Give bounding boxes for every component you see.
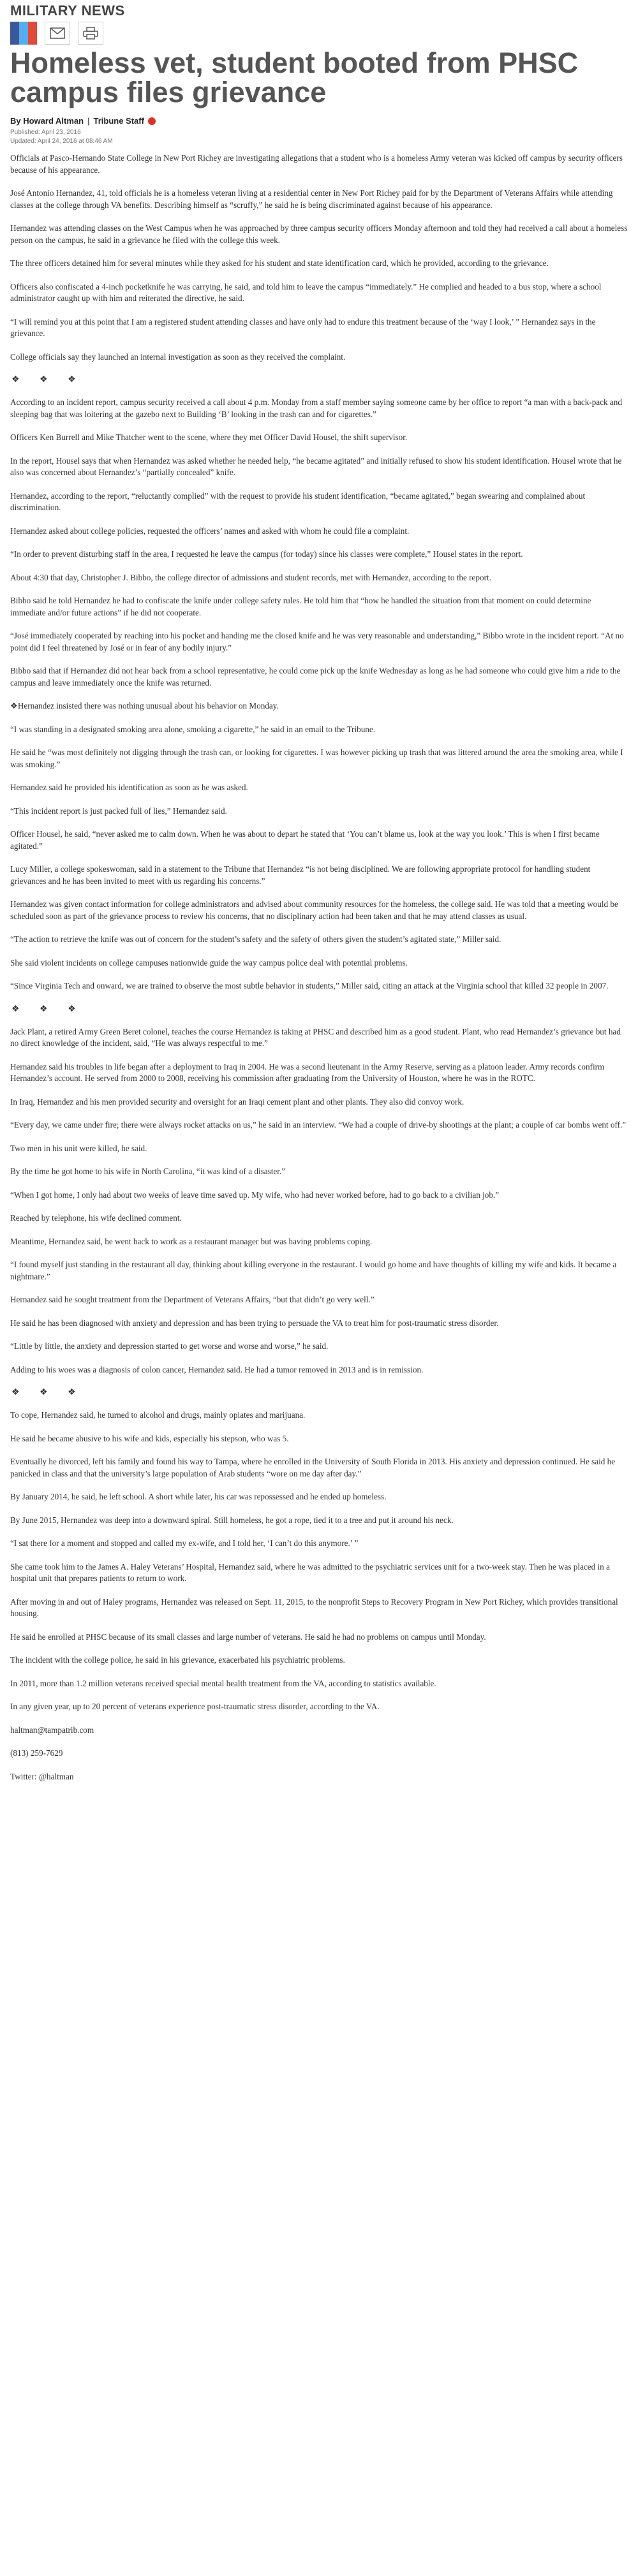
paragraph: Lucy Miller, a college spokeswoman, said in a statement to the Tribune that Hernandez “is not being disciplined. We are following appropriate protocol for handling student grievances and he has been invited to meet with us regarding his concerns.” (10, 864, 591, 886)
paragraph: Hernandez said his troubles in life began after a deployment to Iraq in 2004. He was a second lieutenant in the Army Reserve, serving as a platoon leader. Army records confirm Hernandez’s account. He served from 2000 to 2008, receiving his commission after graduating from the University of Houston, where he was in the ROTC. (10, 1061, 605, 1083)
contact-email[interactable] (10, 1725, 628, 1737)
paragraph: Officers Ken Burrell and Mike Thatcher went to the scene, where they met Officer David Housel, the shift supervisor. (10, 432, 408, 442)
printer-graphic (83, 27, 98, 40)
paragraph: About 4:30 that day, Christopher J. Bibbo, the college director of admissions and student records, met with Hernandez, according to the report. (10, 572, 491, 582)
paragraph: “Since Virginia Tech and onward, we are trained to observe the most subtle behavior in students,” Miller said, citing an attack at the Virginia school that killed 32 people in 2007. (10, 981, 609, 990)
paragraph: In any given year, up to 20 percent of veterans experience post-traumatic stress disorder, according to the VA. (10, 1702, 380, 1711)
contact-twitter[interactable]: Twitter: @haltman (10, 1771, 74, 1781)
byline (10, 116, 628, 126)
paragraph: She came took him to the James A. Haley Veterans’ Hospital, Hernandez said, where he was admitted to the psychiatric services unit for a two-week stay. Then he was placed in a hospital unit that prepares patients to return to work. (10, 1561, 610, 1583)
contact-phone: (813) 259-7629 (10, 1748, 63, 1758)
section-divider: ❖ ❖ ❖ (11, 1388, 85, 1397)
paragraph: By June 2015, Hernandez was deep into a downward spiral. Still homeless, he got a rope, tied it to a tree and put it around his neck. (10, 1515, 454, 1525)
paragraph: “I sat there for a moment and stopped and called my ex-wife, and I told her, ‘I can’t do this anymore.’ ” (10, 1538, 359, 1548)
author-badge-icon[interactable] (148, 117, 156, 125)
paragraph: Reached by telephone, his wife declined comment. (10, 1213, 182, 1223)
paragraph: Bibbo said he told Hernandez he had to confiscate the knife under college safety rules. He told him that “how he handled the situation from that moment on could determine immediate and/or future actions” if he did not cooperate. (10, 596, 591, 617)
paragraph: College officials say they launched an internal investigation as soon as they received the complaint. (10, 351, 346, 362)
paragraph: Hernandez said he sought treatment from the Department of Veterans Affairs, “but that didn’t go very well.” (10, 1295, 375, 1304)
contact-block (10, 1725, 628, 1783)
paragraph: “José immediately cooperated by reaching into his pocket and handing me the closed knife and he was very reasonable and understanding,” Bibbo wrote in the incident report. “At no point did I feel threatened by José or in fear of any bodily injury.” (10, 631, 624, 652)
paragraph: Hernandez was attending classes on the West Campus when he was approached by three campus security officers Monday afternoon and told they had received a call about a homeless person on the campus, he said in a grievance he filed with the college this week. (10, 223, 628, 245)
paragraph: By January 2014, he said, he left school. A short while later, his car was repossessed and he ended up homeless. (10, 1492, 387, 1501)
paragraph: He said he “was most definitely not digging through the trash can, or looking for cigarettes. I was however picking up trash that was littered around the area the smoking area, while I was smoking.” (10, 747, 623, 769)
dates (10, 128, 628, 146)
paragraph: Meantime, Hernandez said, he went back to work as a restaurant manager but was having problems coping. (10, 1236, 373, 1246)
paragraph: Jack Plant, a retired Army Green Beret colonel, teaches the course Hernandez is taking at PHSC and described him as a good student. Plant, who read Hernandez’s grievance but had no direct knowledge of the incident, said, “He was always respectful to me.” (10, 1026, 621, 1048)
updated-date: Updated: April 24, 2016 at 08:46 AM (10, 138, 113, 145)
paragraph: The three officers detained him for several minutes while they asked for his student and state identification card, which he provided, according to the grievance. (10, 258, 549, 268)
paragraph: Hernandez, according to the report, “reluctantly complied” with the request to provide his student identification, “became agitated,” began swearing and complained about discrimination. (10, 490, 586, 512)
paragraph: The incident with the college police, he said in his grievance, exacerbated his psychiatric problems. (10, 1655, 345, 1665)
section-label[interactable]: MILITARY NEWS (10, 3, 125, 18)
paragraph: “I was standing in a designated smoking area alone, smoking a cigarette,” he said in an email to the Tribune. (10, 724, 376, 734)
paragraph: Bibbo said that if Hernandez did not hear back from a school representative, he could come pick up the knife Wednesday as long as he had someone who could give him a ride to the campus and leave immediately once the knife was returned. (10, 666, 621, 688)
paragraph: He said he became abusive to his wife and kids, especially his stepson, who was 5. (10, 1433, 289, 1443)
google-plus-icon[interactable] (28, 22, 37, 45)
paragraph: Two men in his unit were killed, he said. (10, 1143, 147, 1153)
paragraph: In Iraq, Hernandez and his men provided security and oversight for an Iraqi cement plant and other plants. They also did convoy work. (10, 1096, 464, 1107)
byline-separator: | (87, 116, 90, 126)
article-page (0, 1, 638, 1812)
headline: Homeless vet, student booted from PHSC campus files grievance (10, 47, 579, 108)
paragraph: After moving in and out of Haley programs, Hernandez was released on Sept. 11, 2015, to the nonprofit Steps to Recovery Program in New Port Richey, which provides transitional housing. (10, 1596, 618, 1618)
paragraph: “In order to prevent disturbing staff in the area, I requested he leave the campus (for today) since his classes were complete,” Housel states in the report. (10, 549, 523, 559)
envelope-graphic (50, 27, 65, 39)
published-date: Published: April 23, 2016 (10, 129, 81, 136)
author-role: Tribune Staff (93, 116, 144, 126)
email-link[interactable]: haltman@tampatrib.com (10, 1725, 94, 1735)
section-divider: ❖ ❖ ❖ (11, 1004, 85, 1014)
share-toolbar (10, 20, 628, 46)
paragraph: ❖Hernandez insisted there was nothing unusual about his behavior on Monday. (10, 701, 279, 710)
paragraph: In the report, Housel says that when Hernandez was asked whether he needed help, “he became agitated” and initially refused to show his student identification. Housel wrote that he also was concerned about Hernandez’s “partially concealed” knife. (10, 455, 622, 477)
paragraph: “Every day, we came under fire; there were always rocket attacks on us,” he said in an interview. “We had a couple of drive-by shootings at the plant; a couple of car bombs went off.” (10, 1120, 627, 1130)
paragraph: Officer Housel, he said, “never asked me to calm down. When he was about to depart he stated that ‘You can’t blame us, look at the way you look.’ This is when I first became agitated.” (10, 829, 600, 851)
paragraph: She said violent incidents on college campuses nationwide guide the way campus police deal with potential problems. (10, 957, 408, 968)
paragraph: Hernandez was given contact information for college administrators and advised about community resources for the homeless, the college said. He was told that a meeting would be scheduled soon as part of the grievance process to review his concerns, that no disciplinary action had been taken and that he may attend classes as usual. (10, 899, 618, 921)
paragraph: Officers also confiscated a 4-inch pocketknife he was carrying, he said, and told him to leave the campus “immediately.” He complied and headed to a bus stop, where a school administrator caught up with him and reiterated the directive, he said. (10, 281, 602, 303)
paragraph: He said he has been diagnosed with anxiety and depression and has been trying to persuade the VA to treat him for post-traumatic stress disorder. (10, 1318, 499, 1328)
paragraph: “The action to retrieve the knife was out of concern for the student’s safety and the safety of others given the student’s agitated state,” Miller said. (10, 934, 501, 944)
paragraph: According to an incident report, campus security received a call about 4 p.m. Monday from a staff member saying someone came by her office to report “a man with a back-pack and sleeping bag that was loitering at the gazebo next to Building ‘B’ looking in the trash can and for cigarettes.” (10, 397, 622, 419)
paragraph: Officials at Pasco-Hernando State College in New Port Richey are investigating allegations that a student who is a homeless Army veteran was kicked off campus by security officers because of his appearance. (10, 153, 623, 175)
paragraph: “I will remind you at this point that I am a registered student attending classes and have only had to endure this treatment because of the ‘way I look,’ ” Hernandez says in the grievance. (10, 316, 596, 338)
author-name[interactable]: By Howard Altman (10, 116, 84, 126)
facebook-icon[interactable] (10, 22, 19, 45)
paragraph: Adding to his woes was a diagnosis of colon cancer, Hernandez said. He had a tumor removed in 2013 and is in remission. (10, 1364, 424, 1374)
email-icon[interactable] (45, 22, 70, 45)
paragraph: In 2011, more than 1.2 million veterans received special mental health treatment from the VA, according to statistics available. (10, 1678, 436, 1688)
paragraph: Eventually he divorced, left his family and found his way to Tampa, where he enrolled in the University of South Florida in 2013. His anxiety and depression continued. He said he panicked in class and that the university’s large population of Arab students “wore on me day after day.” (10, 1457, 616, 1478)
paragraph: “Little by little, the anxiety and depression started to get worse and worse and worse,” he said. (10, 1341, 329, 1351)
paragraph: Hernandez said he provided his identification as soon as he was asked. (10, 783, 248, 792)
paragraph: “I found myself just standing in the restaurant all day, thinking about killing everyone in the restaurant. I would go home and have thoughts of killing my wife and kids. It became a nightmare.” (10, 1260, 617, 1281)
paragraph: Hernandez asked about college policies, requested the officers’ names and asked with whom he could file a complaint. (10, 526, 410, 536)
paragraph: “When I got home, I only had about two weeks of leave time saved up. My wife, who had never worked before, had to go back to a civilian job.” (10, 1189, 500, 1200)
paragraph: To cope, Hernandez said, he turned to alcohol and drugs, mainly opiates and marijuana. (10, 1410, 306, 1420)
paragraph: José Antonio Hernandez, 41, told officials he is a homeless veteran living at a residential center in New Port Richey paid for by the Department of Veterans Affairs while attending classes at the college through VA benefits. Describing himself as “scruffy,” he said he is being discriminated against because of his appearance. (10, 188, 613, 210)
twitter-icon[interactable] (19, 22, 28, 45)
paragraph: “This incident report is just packed full of lies,” Hernandez said. (10, 806, 227, 816)
article-body (10, 152, 628, 1713)
print-icon[interactable] (78, 22, 103, 45)
paragraph: By the time he got home to his wife in North Carolina, “it was kind of a disaster.” (10, 1167, 286, 1176)
section-divider: ❖ ❖ ❖ (11, 375, 85, 385)
paragraph: He said he enrolled at PHSC because of its small classes and large number of veterans. He said he had no problems on campus until Monday. (10, 1631, 486, 1642)
